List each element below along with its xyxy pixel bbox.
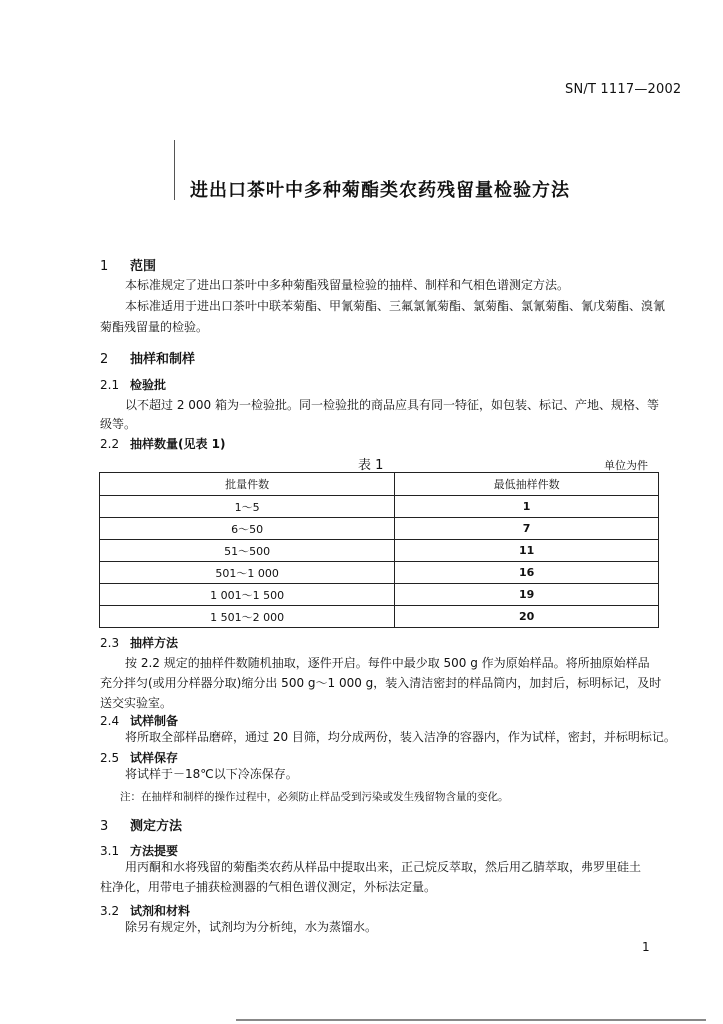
table-cell: 19 [395,584,659,606]
table-header-row [100,473,659,496]
subsection-title: 检验批 [130,378,167,392]
subsection-number: 2.1 [100,378,120,392]
table-cell: 51～500 [100,540,395,562]
subsection-2-3-heading [100,634,178,651]
paragraph: 按 2.2 规定的抽样件数随机抽取，逐件开启。每件中最少取 500 g 作为原始样品。将所抽原始样品 [125,656,650,670]
subsection-title: 试剂和材料 [130,904,191,918]
note: 注：在抽样和制样的操作过程中，必须防止样品受到污染或发生残留物含量的变化。 [120,791,509,803]
table-cell: 1～5 [100,496,395,518]
table-caption: 表 1 [358,458,384,473]
table-header-cell: 批量件数 [100,473,395,496]
table-unit: 单位为件 [604,459,648,472]
paragraph: 本标准规定了进出口茶叶中多种菊酯残留量检验的抽样、制样和气相色谱测定方法。 [125,278,570,292]
table-cell: 1 001～1 500 [100,584,395,606]
paragraph: 将试样于－18℃以下冷冻保存。 [125,767,298,781]
subsection-title: 试样制备 [130,714,179,728]
paragraph: 以不超过 2 000 箱为一检验批。同一检验批的商品应具有同一特征，如包装、标记、产地、规格、等 [125,398,659,412]
table-cell: 1 [395,496,659,518]
subsection-number: 2.4 [100,714,120,728]
table-cell: 1 501～2 000 [100,606,395,628]
table-row [100,496,659,518]
table-cell: 7 [395,518,659,540]
paragraph: 充分拌匀(或用分样器分取)缩分出 500 g～1 000 g，装入清洁密封的样品筒内，加封后，标明标记，及时 [100,676,662,690]
paragraph: 本标准适用于进出口茶叶中联苯菊酯、甲氰菊酯、三氟氯氰菊酯、氯菊酯、氯氰菊酯、氰戊菊酯、溴氰 [125,299,666,313]
table-row [100,562,659,584]
paragraph: 级等。 [100,417,137,431]
section-3-heading [100,815,182,834]
table-row [100,606,659,628]
subsection-number: 2.2 [100,437,120,451]
table-row [100,518,659,540]
section-title: 范围 [130,259,157,274]
section-title: 抽样和制样 [130,352,196,367]
page-number: 1 [642,940,650,954]
subsection-number: 2.3 [100,636,120,650]
document-title: 进出口茶叶中多种菊酯类农药残留量检验方法 [190,180,570,201]
section-1-heading [100,255,156,274]
subsection-title: 抽样数量(见表 1) [130,437,226,451]
subsection-number: 3.1 [100,844,120,858]
section-number: 3 [100,819,109,834]
table-row [100,584,659,606]
section-2-heading [100,348,195,367]
sampling-table [99,472,659,628]
table-row [100,540,659,562]
table-header-cell: 最低抽样件数 [395,473,659,496]
paragraph: 送交实验室。 [100,696,173,710]
table-cell: 16 [395,562,659,584]
table-cell: 20 [395,606,659,628]
section-number: 2 [100,352,109,367]
paragraph: 菊酯残留量的检验。 [100,320,209,334]
subsection-title: 抽样方法 [130,636,179,650]
subsection-2-1-heading [100,376,166,393]
subsection-2-2-heading [100,435,226,452]
scan-mark [174,140,175,200]
section-title: 测定方法 [130,819,183,834]
paragraph: 除另有规定外，试剂均为分析纯，水为蒸馏水。 [125,920,378,934]
table-cell: 501～1 000 [100,562,395,584]
paragraph: 将所取全部样品磨碎，通过 20 目筛，均分成两份，装入洁净的容器内，作为试样，密封，并标明标记。 [125,730,676,744]
subsection-number: 3.2 [100,904,120,918]
section-number: 1 [100,259,109,274]
paragraph: 用丙酮和水将残留的菊酯类农药从样品中提取出来，正己烷反萃取，然后用乙腈萃取，弗罗里硅土 [125,860,642,874]
table-cell: 6～50 [100,518,395,540]
table-cell: 11 [395,540,659,562]
paragraph: 柱净化，用带电子捕获检测器的气相色谱仪测定，外标法定量。 [100,880,437,894]
scan-mark [236,1019,706,1021]
standard-code: SN/T 1117—2002 [565,82,682,97]
subsection-number: 2.5 [100,751,120,765]
subsection-title: 试样保存 [130,751,179,765]
subsection-title: 方法提要 [130,844,179,858]
